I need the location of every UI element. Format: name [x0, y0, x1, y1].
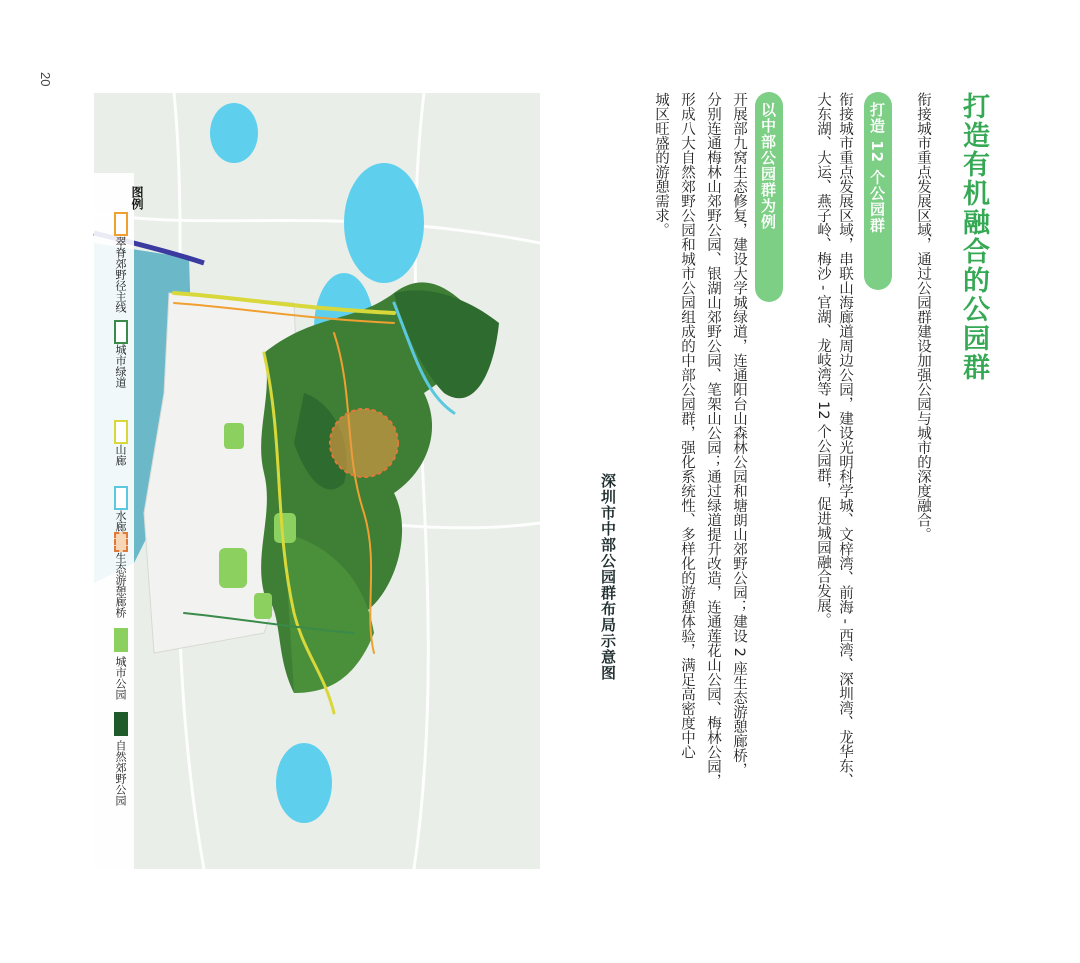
legend-swatch-country-park: [114, 712, 128, 736]
legend-swatch-water-corridor: [114, 486, 128, 510]
section1-line1: 衔接城市重点发展区域，串联山海廊道周边公园，建设光明科学城、文梓湾、前海 - 西湾、深圳湾、龙华东、: [837, 92, 853, 788]
map-graphic: [94, 93, 540, 869]
legend-swatch-eco-bridge: [114, 532, 128, 552]
section-tag-12-parks: 打造 12 个公园群: [864, 92, 892, 290]
page-title: 打造有机融合的公园群: [958, 92, 989, 382]
lead-paragraph: 衔接城市重点发展区域，通过公园群建设加强公园与城市的深度融合。: [915, 92, 931, 542]
section2-line1: 开展部九窝生态修复，建设大学城绿道，连通阳台山森林公园和塘朗山郊野公园；建设 2 座生态游憩廊桥，: [731, 92, 747, 778]
legend-label-city-park: 城市公园: [114, 656, 127, 700]
legend-label-mountain-corridor: 山廊: [114, 444, 127, 466]
section2-line3: 形成八大自然郊野公园和城市公园组成的中部公园群，强化系统性、多样化的游憩体验，满足高密度中心: [679, 92, 695, 759]
section1-line2: 大东湖、大运、燕子岭、梅沙 - 官湖、龙岐湾等 12 个公园群，促进城园融合发展。: [815, 92, 831, 628]
section2-line4: 城区旺盛的游憩需求。: [653, 92, 669, 237]
eco-bridge-marker: [330, 409, 398, 477]
page-number: 20: [38, 72, 53, 87]
legend-swatch-city-park: [114, 628, 128, 652]
legend-title: 图例: [130, 186, 144, 210]
legend-swatch-trail: [114, 212, 128, 236]
legend-label-trail: 翠脊郊野径主线: [114, 236, 127, 313]
city-park: [219, 548, 247, 588]
section-tag-central-parks: 以中部公园群为例: [755, 92, 783, 302]
park-cluster-map: [94, 93, 617, 869]
legend-label-water-corridor: 水廊: [114, 510, 127, 532]
legend-label-greenway: 城市绿道: [114, 344, 127, 388]
legend-label-country-park: 自然郊野公园: [114, 740, 127, 806]
map-title: 深圳市中部公园群布局示意图: [599, 473, 617, 681]
lake: [344, 163, 424, 283]
legend-swatch-mountain-corridor: [114, 420, 128, 444]
section2-line2: 分别连通梅林山郊野公园、银湖山郊野公园、笔架山公园；通过绿道提升改造，连通莲花山公园、梅林公园，: [705, 92, 721, 788]
legend-label-eco-bridge: 生态游憩廊桥: [114, 552, 127, 618]
legend-swatch-greenway: [114, 320, 128, 344]
